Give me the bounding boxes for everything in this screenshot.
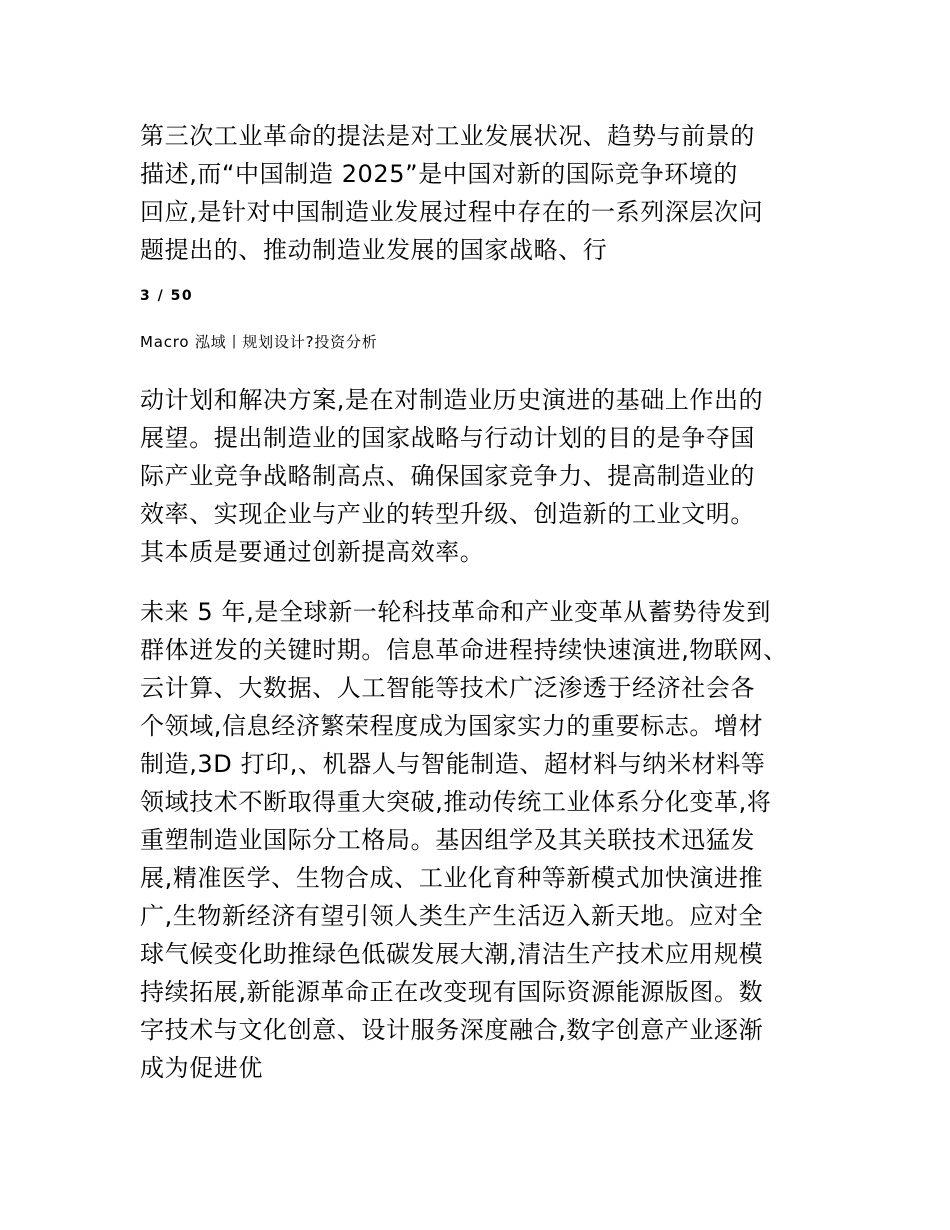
text-line: 效率、实现企业与产业的转型升级、创造新的工业文明。 bbox=[140, 500, 755, 528]
text-line: 展望。提出制造业的国家战略与行动计划的目的是争夺国 bbox=[140, 424, 755, 452]
text-line: 第三次工业革命的提法是对工业发展状况、趋势与前景的 bbox=[140, 122, 755, 150]
text-line: 回应,是针对中国制造业发展过程中存在的一系列深层次问 bbox=[140, 198, 764, 226]
paragraph-3 bbox=[140, 593, 788, 1087]
text-line: 际产业竞争战略制高点、确保国家竞争力、提高制造业的 bbox=[140, 462, 755, 490]
text-line: 球气候变化助推绿色低碳发展大潮,清洁生产技术应用规模 bbox=[140, 940, 764, 968]
text-line: 成为促进优 bbox=[140, 1054, 263, 1082]
page-number: 3 / 50 bbox=[140, 288, 194, 304]
text-line: 题提出的、推动制造业发展的国家战略、行 bbox=[140, 236, 608, 264]
text-line: 持续拓展,新能源革命正在改变现有国际资源能源版图。数 bbox=[140, 978, 764, 1006]
text-line: 展,精准医学、生物合成、工业化育种等新模式加快演进推 bbox=[140, 864, 764, 892]
text-line: 未来 5 年,是全球新一轮科技革命和产业变革从蓄势待发到 bbox=[140, 598, 771, 626]
text-line: 动计划和解决方案,是在对制造业历史演进的基础上作出的 bbox=[140, 386, 764, 414]
text-line: 群体迸发的关键时期。信息革命进程持续快速演进,物联网、 bbox=[140, 636, 788, 664]
paragraph-1 bbox=[140, 117, 763, 269]
text-line: 广,生物新经济有望引领人类生产生活迈入新天地。应对全 bbox=[140, 902, 764, 930]
text-line: 其本质是要通过创新提高效率。 bbox=[140, 538, 485, 566]
text-line: 描述,而“中国制造 2025”是中国对新的国际竞争环境的 bbox=[140, 160, 739, 188]
text-line: 制造,3D 打印,、机器人与智能制造、超材料与纳米材料等 bbox=[140, 750, 766, 778]
paragraph-2 bbox=[140, 381, 763, 571]
text-line: 字技术与文化创意、设计服务深度融合,数字创意产业逐渐 bbox=[140, 1016, 764, 1044]
text-line: 个领域,信息经济繁荣程度成为国家实力的重要标志。增材 bbox=[140, 712, 764, 740]
text-line: 重塑制造业国际分工格局。基因组学及其关联技术迅猛发 bbox=[140, 826, 755, 854]
text-line: 领域技术不断取得重大突破,推动传统工业体系分化变革,将 bbox=[140, 788, 772, 816]
running-header: Macro 泓域丨规划设计?投资分析 bbox=[140, 333, 378, 351]
text-line: 云计算、大数据、人工智能等技术广泛渗透于经济社会各 bbox=[140, 674, 755, 702]
